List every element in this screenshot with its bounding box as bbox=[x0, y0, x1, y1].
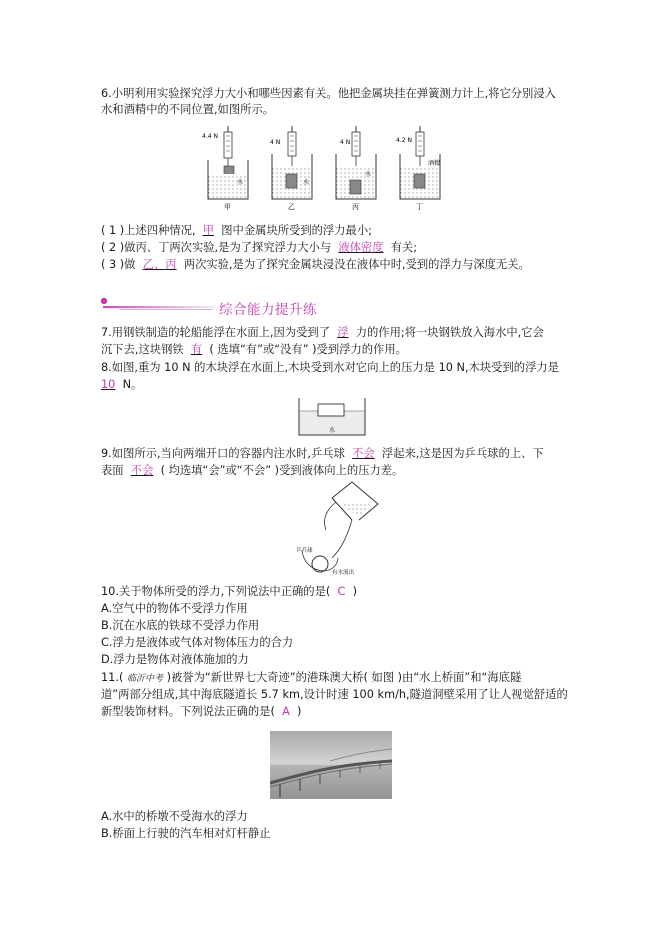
q11-line-3: 新型装饰材料。下列说法正确的是( A ) bbox=[101, 705, 302, 718]
label-yi: 乙 bbox=[288, 203, 295, 211]
alcohol-label: 酒精 bbox=[428, 160, 441, 167]
q11-option-b: B.桥面上行驶的汽车相对灯杆静止 bbox=[101, 827, 271, 840]
q8-figure bbox=[298, 396, 368, 438]
q8-line-2: 10 N。 bbox=[101, 378, 143, 391]
water-label-jia: 水 bbox=[237, 179, 244, 186]
q8-line-1: 8.如图,重为 10 N 的木块浮在水面上,木块受到水对它向上的压力是 10 N,木块受到的浮力是 bbox=[101, 361, 559, 374]
q10-option-d: D.浮力是物体对液体施加的力 bbox=[101, 653, 249, 666]
q6-figure bbox=[200, 124, 455, 220]
q7-line-1: 7.用钢铁制造的轮船能浮在水面上,因为受到了 浮 力的作用;将一块钢铁放入海水中,它会 bbox=[101, 326, 544, 339]
answer-q9-1: 不会 bbox=[352, 447, 375, 460]
q6-sub-2: ( 2 )做丙、丁两次实验,是为了探究浮力大小与 液体密度 有关; bbox=[101, 241, 418, 254]
q6-sub-3: ( 3 )做 乙、丙 两次实验,是为了探究金属块浸没在液体中时,受到的浮力与深度无关。 bbox=[101, 258, 530, 271]
beaker-bing bbox=[336, 126, 376, 211]
label-bing: 丙 bbox=[352, 203, 359, 211]
q6-line-2: 水和酒精中的不同位置,如图所示。 bbox=[101, 103, 275, 116]
q9-figure bbox=[296, 480, 388, 578]
reading-ding: 4.2 N bbox=[396, 137, 412, 144]
label-ding: 丁 bbox=[416, 203, 423, 211]
beaker-jia bbox=[202, 126, 248, 211]
q11-source-tag: 临沂中考 bbox=[126, 674, 163, 684]
q6-sub-1: ( 1 )上述四种情况, 甲 图中金属块所受到的浮力最小; bbox=[101, 224, 372, 237]
q9-line-1: 9.如图所示,当向两端开口的容器内注水时,乒乓球 不会 浮起来,这是因为乒乓球的上、下 bbox=[101, 447, 544, 460]
q7-line-2: 沉下去,这块钢铁 有 ( 选填“有”或“没有” )受到浮力的作用。 bbox=[101, 343, 407, 356]
q10-option-b: B.沉在水底的铁球不受浮力作用 bbox=[101, 619, 260, 632]
reading-bing: 4 N bbox=[340, 139, 351, 146]
q11-option-a: A.水中的桥墩不受海水的浮力 bbox=[101, 810, 248, 823]
answer-q6-1: 甲 bbox=[202, 224, 215, 237]
answer-q11: A bbox=[282, 705, 290, 718]
answer-q7-2: 有 bbox=[190, 343, 203, 356]
water-label-yi: 水 bbox=[303, 179, 310, 186]
beaker-yi bbox=[270, 126, 312, 211]
answer-q10: C bbox=[337, 585, 346, 598]
bridge-photo bbox=[270, 731, 392, 799]
reading-yi: 4 N bbox=[270, 139, 281, 146]
beaker-ding bbox=[396, 126, 440, 211]
q9-ball-label: 乒乓球 bbox=[296, 548, 313, 554]
answer-q7-1: 浮 bbox=[337, 326, 349, 339]
section-header-decoration bbox=[99, 295, 217, 317]
section-title: 综合能力提升练 bbox=[219, 302, 317, 318]
answer-q6-3: 乙、丙 bbox=[142, 258, 177, 271]
label-jia: 甲 bbox=[224, 203, 231, 211]
reading-jia: 4.4 N bbox=[202, 133, 218, 140]
q10-option-c: C.浮力是液体或气体对物体压力的合力 bbox=[101, 636, 294, 649]
q11-line-2: 道”两部分组成,其中海底隧道长 5.7 km,设计时速 100 km/h,隧道洞壁采用了让人视觉舒适的 bbox=[101, 688, 568, 701]
q6-line-1: 6.小明利用实验探究浮力大小和哪些因素有关。他把金属块挂在弹簧测力计上,将它分别浸入 bbox=[101, 87, 556, 100]
water-label-bing: 水 bbox=[365, 171, 372, 178]
answer-q9-2: 不会 bbox=[130, 464, 154, 477]
q9-outflow-label: 有水流出 bbox=[332, 570, 355, 576]
q9-line-2: 表面 不会 ( 均选填“会”或“不会” )受到液体向上的压力差。 bbox=[101, 464, 404, 477]
q10-option-a: A.空气中的物体不受浮力作用 bbox=[101, 602, 248, 615]
q10-stem: 10.关于物体所受的浮力,下列说法中正确的是( C ) bbox=[101, 585, 357, 598]
q8-water-label: 水 bbox=[329, 427, 336, 434]
q11-line-1: 11.( 临沂中考 )被誉为“新世界七大奇迹”的港珠澳大桥( 如图 )由“水上桥面”和“海底隧 bbox=[101, 671, 522, 684]
answer-q8: 10 bbox=[101, 378, 116, 391]
answer-q6-2: 液体密度 bbox=[338, 241, 384, 254]
